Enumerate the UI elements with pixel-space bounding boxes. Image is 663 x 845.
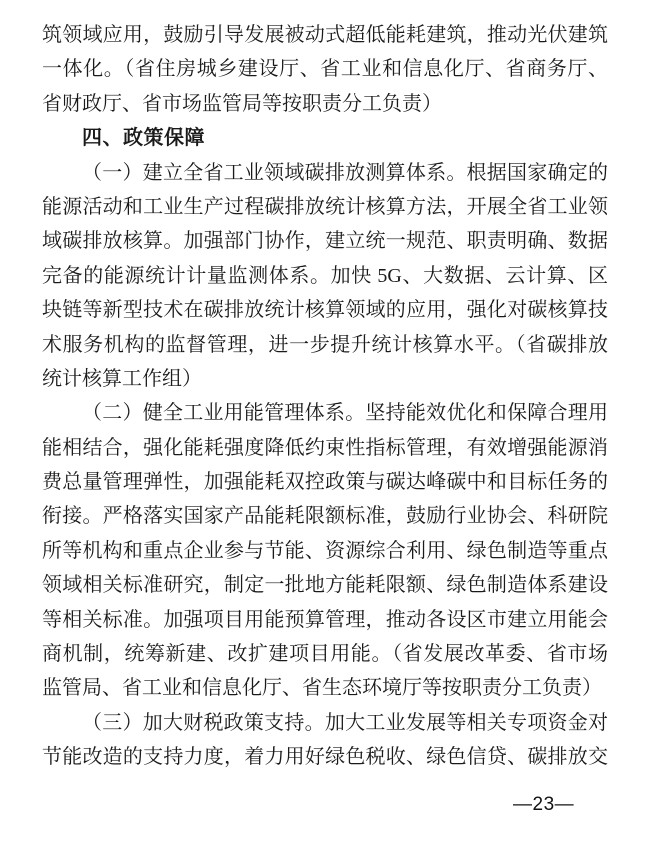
text-line: 节能改造的支持力度，着力用好绿色税收、绿色信贷、碳排放交 [42, 746, 608, 769]
section-heading: 四、政策保障 [82, 127, 205, 150]
text-line: （一）建立全省工业领域碳排放测算体系。根据国家确定的 [82, 161, 608, 184]
text-line: 统计核算工作组） [42, 367, 202, 390]
text-line: 域碳排放核算。加强部门协作，建立统一规范、职责明确、数据 [42, 230, 608, 253]
text-line: 能相结合，强化能耗强度降低约束性指标管理，有效增强能源消 [42, 436, 608, 459]
text-line: （三）加大财税政策支持。加大工业发展等相关专项资金对 [82, 711, 608, 734]
text-line: （二）健全工业用能管理体系。坚持能效优化和保障合理用 [82, 402, 608, 425]
text-line: 监管局、省工业和信息化厅、省生态环境厅等按职责分工负责） [42, 677, 602, 700]
text-line: 块链等新型技术在碳排放统计核算领域的应用，强化对碳核算技 [42, 299, 608, 322]
text-line: 等相关标准。加强项目用能预算管理，推动各设区市建立用能会 [42, 608, 608, 631]
text-line: 一体化。（省住房城乡建设厅、省工业和信息化厅、省商务厅、 [42, 58, 608, 81]
text-line: 筑领域应用，鼓励引导发展被动式超低能耗建筑，推动光伏建筑 [42, 24, 608, 46]
text-line: 所等机构和重点企业参与节能、资源综合利用、绿色制造等重点 [42, 539, 608, 562]
text-line: 完备的能源统计计量监测体系。加快 5G、大数据、云计算、区 [42, 264, 608, 287]
text-line: 衔接。严格落实国家产品能耗限额标准，鼓励行业协会、科研院 [42, 505, 608, 528]
text-line: 费总量管理弹性，加强能耗双控政策与碳达峰碳中和目标任务的 [42, 471, 608, 494]
text-line: 商机制，统筹新建、改扩建项目用能。（省发展改革委、省市场 [42, 643, 608, 666]
text-line: 领域相关标准研究，制定一批地方能耗限额、绿色制造体系建设 [42, 574, 608, 597]
text-line: 能源活动和工业生产过程碳排放统计核算方法，开展全省工业领 [42, 195, 608, 218]
text-line: 省财政厅、省市场监管局等按职责分工负责） [42, 92, 442, 115]
text-line: 术服务机构的监督管理，进一步提升统计核算水平。（省碳排放 [42, 333, 608, 356]
document-body [42, 18, 608, 775]
page-number: —23— [513, 794, 575, 815]
